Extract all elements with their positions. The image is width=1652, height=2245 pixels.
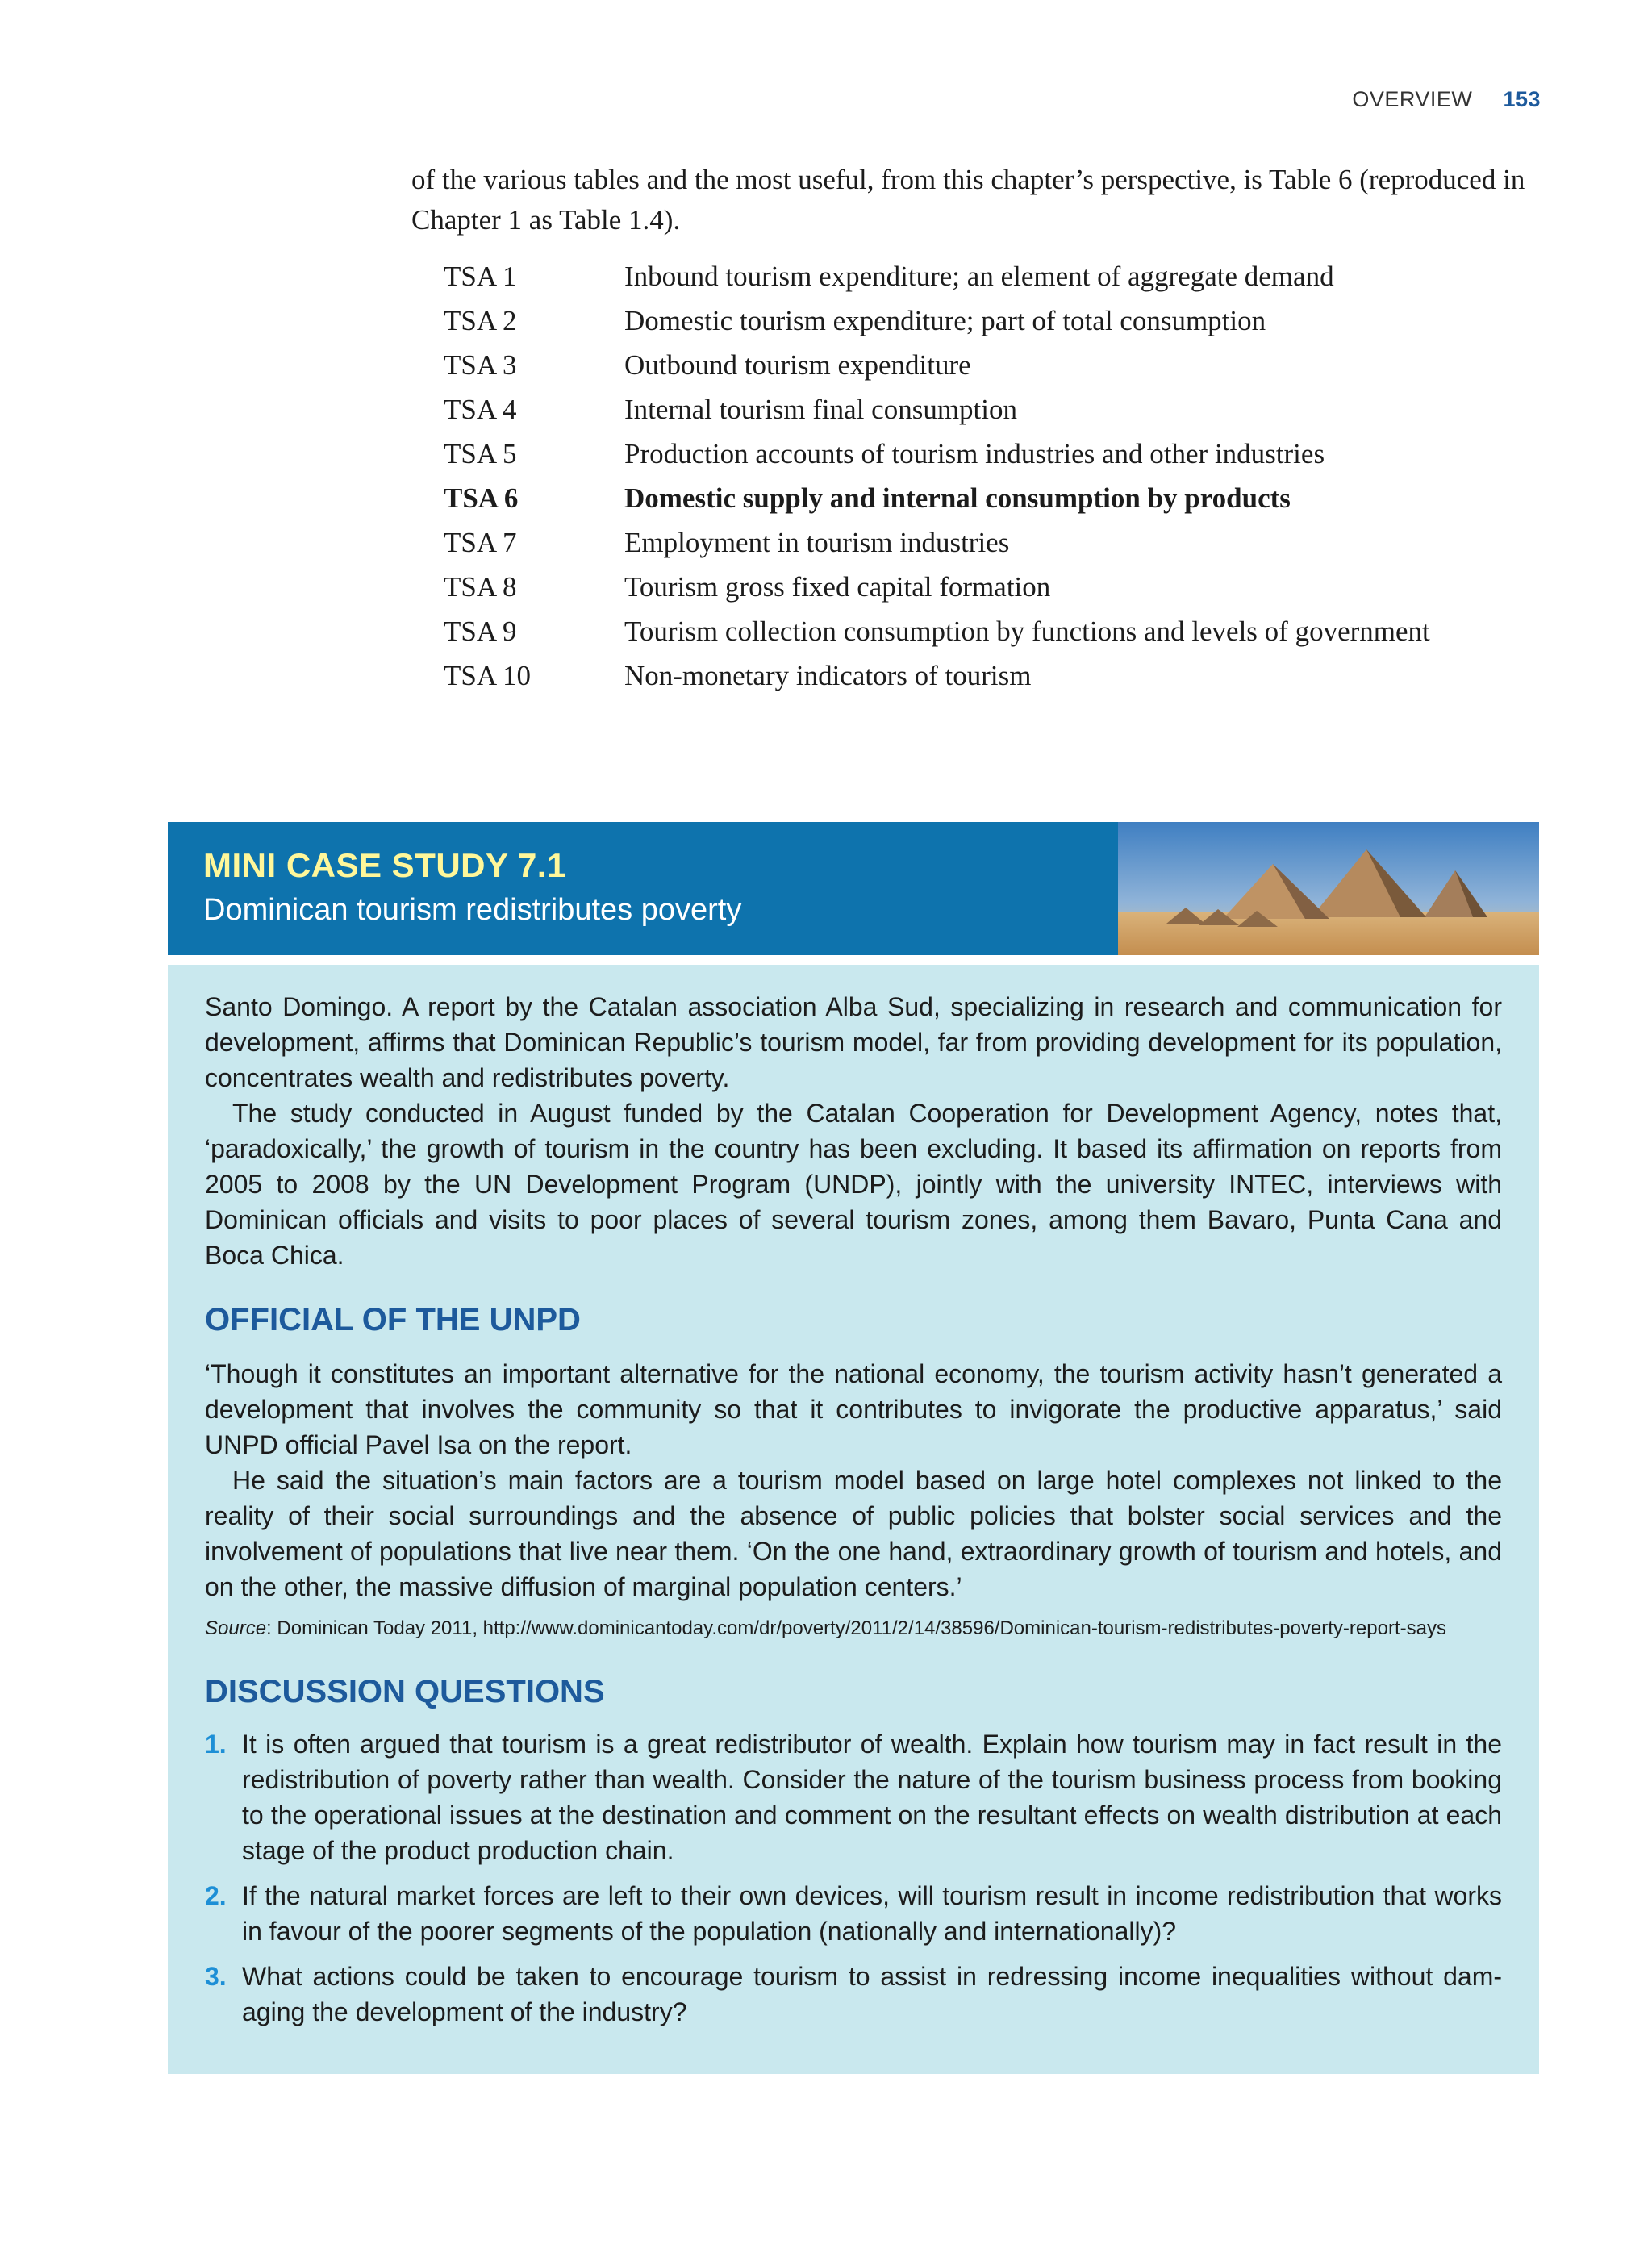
tsa-code: TSA 3: [444, 349, 517, 381]
running-title: OVERVIEW: [1352, 87, 1473, 111]
tsa-desc: Tourism gross fixed capital formation: [624, 571, 1051, 603]
tsa-desc: Employment in tourism industries: [624, 527, 1010, 558]
tsa-row: [444, 520, 1549, 565]
pyramids-photo: [1118, 822, 1539, 955]
tsa-row: [444, 653, 1549, 698]
tsa-code: TSA 4: [444, 394, 517, 425]
tsa-desc: Production accounts of tourism industries and other industries: [624, 438, 1325, 469]
discussion-question: [205, 1726, 1502, 1868]
page-number: 153: [1503, 87, 1541, 111]
tsa-code: TSA 1: [444, 261, 517, 292]
tsa-code: TSA 9: [444, 615, 517, 647]
case-study-body: [168, 965, 1539, 2074]
tsa-desc: Domestic tourism expenditure; part of total consumption: [624, 305, 1266, 336]
tsa-row-highlighted: [444, 476, 1549, 520]
case-study-banner: [168, 822, 1539, 955]
question-text: It is often argued that tourism is a great redistributor of wealth. Explain how tourism may in fact result in the redistribution of poverty rather than wealth. Consider the nature of the tourism business process from booking to the operational issues at the destination and comment on the resultant effects on wealth distribution at each stage of the product production chain.: [242, 1730, 1502, 1865]
source-label: Source: [205, 1617, 267, 1639]
tsa-code: TSA 7: [444, 527, 517, 558]
case-paragraph: He said the situation’s main factors are a tourism model based on large hotel complexes not linked to the reality of their social surroundings and the absence of public policies that bolster social services and the involvement of populations that live near them. ‘On the one hand, extraordinary growth of tourism and hotels, and on the other, the massive diffusion of marginal population centers.’: [205, 1466, 1502, 1601]
tsa-code: TSA 6: [444, 482, 519, 514]
discussion-question: [205, 1878, 1502, 1949]
question-number: 1.: [205, 1730, 227, 1759]
tsa-row: [444, 387, 1549, 432]
section-heading-official: OFFICIAL OF THE UNPD: [205, 1302, 581, 1337]
case-paragraph: Santo Domingo. A report by the Catalan association Alba Sud, specializing in research and communication for development, affirms that Dominican Republic’s tourism model, far from providing development for its population, concentrates wealth and redistributes poverty.: [205, 992, 1502, 1092]
question-number: 3.: [205, 1962, 227, 1991]
tsa-code: TSA 5: [444, 438, 517, 469]
tsa-desc: Domestic supply and internal consumption by products: [624, 482, 1291, 514]
tsa-desc: Tourism collection consumption by functions and levels of government: [624, 615, 1430, 647]
tsa-code: TSA 8: [444, 571, 517, 603]
tsa-desc: Outbound tourism expenditure: [624, 349, 971, 381]
tsa-row: [444, 343, 1549, 387]
case-paragraph: The study conducted in August funded by the Catalan Cooperation for Development Agency, notes that, ‘paradoxically,’ the growth of tourism in the country has been excluding. It based its affirmation on reports from 2005 to 2008 by the UN Development Program (UNDP), jointly with the university INTEC, interviews with Dominican officials and visits to poor places of several tourism zones, among them Bavaro, Punta Cana and Boca Chica.: [205, 1099, 1502, 1270]
tsa-desc: Non-monetary indicators of tourism: [624, 660, 1032, 691]
case-study-subtitle: Dominican tourism redistributes poverty: [203, 893, 742, 927]
source-citation: [205, 1614, 1502, 1643]
source-text: : Dominican Today 2011, http://www.dominicantoday.com/dr/poverty/2011/2/14/38596/Dominican-tourism-redistributes-poverty-report-says: [266, 1617, 1446, 1639]
discussion-question: [205, 1959, 1502, 2030]
tsa-desc: Inbound tourism expenditure; an element of aggregate demand: [624, 261, 1334, 292]
tsa-table-list: [444, 254, 1549, 698]
intro-paragraph: of the various tables and the most useful, from this chapter’s perspective, is Table 6 (reproduced in Chapter 1 as Table 1.4).: [411, 164, 1525, 236]
question-number: 2.: [205, 1881, 227, 1910]
tsa-row: [444, 565, 1549, 609]
tsa-code: TSA 10: [444, 660, 531, 691]
tsa-row: [444, 432, 1549, 476]
page-header: [1352, 87, 1541, 112]
tsa-row: [444, 254, 1549, 298]
section-heading-discussion: DISCUSSION QUESTIONS: [205, 1674, 605, 1709]
tsa-row: [444, 298, 1549, 343]
case-study-title: MINI CASE STUDY 7.1: [203, 846, 566, 884]
tsa-row: [444, 609, 1549, 653]
case-paragraph: ‘Though it constitutes an important alternative for the national economy, the tourism activity hasn’t generated a development that involves the community so that it contributes to invigorate the productive apparatus,’ said UNPD official Pavel Isa on the report.: [205, 1359, 1502, 1459]
question-text: What actions could be taken to encourage tourism to assist in redressing income inequalities without damaging the development of the industry?: [242, 1962, 1502, 2026]
case-study-content: [205, 989, 1502, 2039]
tsa-desc: Internal tourism final consumption: [624, 394, 1017, 425]
question-text: If the natural market forces are left to their own devices, will tourism result in income redistribution that works in favour of the poorer segments of the population (nationally and internationally)?: [242, 1881, 1502, 1946]
tsa-code: TSA 2: [444, 305, 517, 336]
